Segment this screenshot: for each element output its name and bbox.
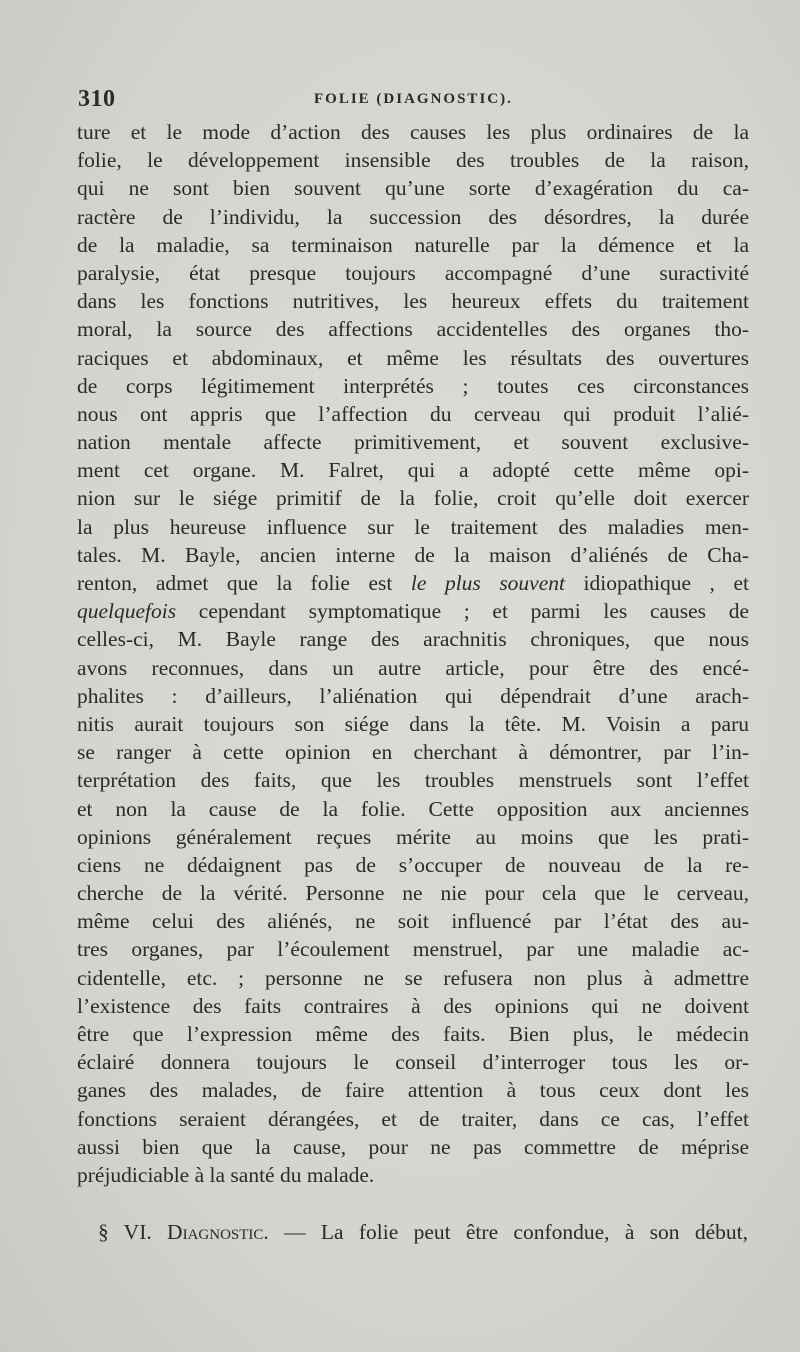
text-line: paralysie, état presque toujours accompagné d’une suractivité — [77, 260, 749, 285]
text-line: cherche de la vérité. Personne ne nie pour cela que le cerveau, — [77, 881, 749, 906]
text-line: se ranger à cette opinion en cherchant à démontrer, par l’in- — [77, 740, 749, 765]
text-line: tres organes, par l’écoulement menstruel, par une maladie ac- — [77, 937, 749, 962]
italic-phrase: le plus souvent — [410, 571, 565, 595]
text-line: nitis aurait toujours son siége dans la tête. M. Voisin a paru — [77, 711, 749, 736]
line-segment: cependant symptomatique ; et parmi les causes de — [176, 599, 749, 624]
text-line: qui ne sont bien souvent qu’une sorte d’exagération du ca- — [77, 176, 749, 201]
text-line: tales. M. Bayle, ancien interne de la maison d’aliénés de Cha- — [77, 542, 749, 567]
text-line: de la maladie, sa terminaison naturelle par la démence et la — [77, 232, 749, 257]
section-title: Diagnostic. — [167, 1220, 269, 1244]
text-line: nous ont appris que l’affection du cerveau qui produit l’alié- — [77, 401, 749, 426]
text-line-with-italic — [77, 569, 749, 597]
text-line: l’existence des faits contraires à des opinions qui ne doivent — [77, 993, 749, 1018]
text-line: cidentelle, etc. ; personne ne se refusera non plus à admettre — [77, 965, 749, 990]
section-heading-line — [98, 1218, 748, 1246]
text-line: dans les fonctions nutritives, les heureux effets du traitement — [77, 289, 749, 314]
text-line: phalites : d’ailleurs, l’aliénation qui dépendrait d’une arach- — [77, 683, 749, 708]
text-line: aussi bien que la cause, pour ne pas commettre de méprise — [77, 1134, 749, 1159]
text-line: ment cet organe. M. Falret, qui a adopté cette même opi- — [77, 458, 749, 483]
section-text: La folie peut être confondue, à son début, — [320, 1220, 748, 1244]
text-line: opinions généralement reçues mérite au moins que les prati- — [77, 824, 749, 849]
em-dash: — — [268, 1220, 321, 1244]
text-line: ractère de l’individu, la succession des désordres, la durée — [77, 204, 749, 229]
text-line: folie, le développement insensible des troubles de la raison, — [77, 148, 749, 173]
text-line-with-italic — [77, 597, 749, 625]
text-line: ture et le mode d’action des causes les plus ordinaires de la — [77, 120, 749, 144]
line-segment: renton, admet que la folie est — [77, 571, 411, 595]
body-text — [77, 118, 749, 1189]
text-line: celles-ci, M. Bayle range des arachnitis chroniques, que nous — [77, 627, 749, 652]
text-line: la plus heureuse influence sur le traitement des maladies men- — [77, 514, 749, 539]
text-line: être que l’expression même des faits. Bien plus, le médecin — [77, 1022, 749, 1046]
text-line: même celui des aliénés, ne soit influencé par l’état des au- — [77, 909, 749, 934]
text-line: terprétation des faits, que les troubles menstruels sont l’effet — [77, 768, 749, 793]
running-head — [78, 86, 746, 116]
page-number: 310 — [78, 86, 116, 112]
paragraph-last-line: préjudiciable à la santé du malade. — [77, 1162, 375, 1187]
section-mark: § VI. — [98, 1220, 152, 1244]
text-line: nion sur le siége primitif de la folie, croit qu’elle doit exercer — [77, 486, 749, 511]
text-line: éclairé donnera toujours le conseil d’interroger tous les or- — [77, 1050, 749, 1075]
running-title: FOLIE (DIAGNOSTIC). — [314, 91, 513, 107]
text-line: raciques et abdominaux, et même les résultats des ouvertures — [77, 345, 749, 370]
text-line: fonctions seraient dérangées, et de traiter, dans ce cas, l’effet — [77, 1106, 749, 1131]
text-line: moral, la source des affections accidentelles des organes tho- — [77, 317, 749, 342]
text-line: ganes des malades, de faire attention à tous ceux dont les — [77, 1078, 749, 1103]
italic-phrase: quelquefois — [77, 599, 177, 624]
line-segment: idiopathique , et — [565, 571, 749, 595]
text-line: ciens ne dédaignent pas de s’occuper de nouveau de la re- — [77, 852, 749, 877]
text-line: nation mentale affecte primitivement, et souvent exclusive- — [77, 430, 749, 455]
text-line: et non la cause de la folie. Cette opposition aux anciennes — [77, 796, 749, 821]
text-line: avons reconnues, dans un autre article, pour être des encé- — [77, 655, 749, 680]
text-line: de corps légitimement interprétés ; toutes ces circonstances — [77, 373, 749, 398]
